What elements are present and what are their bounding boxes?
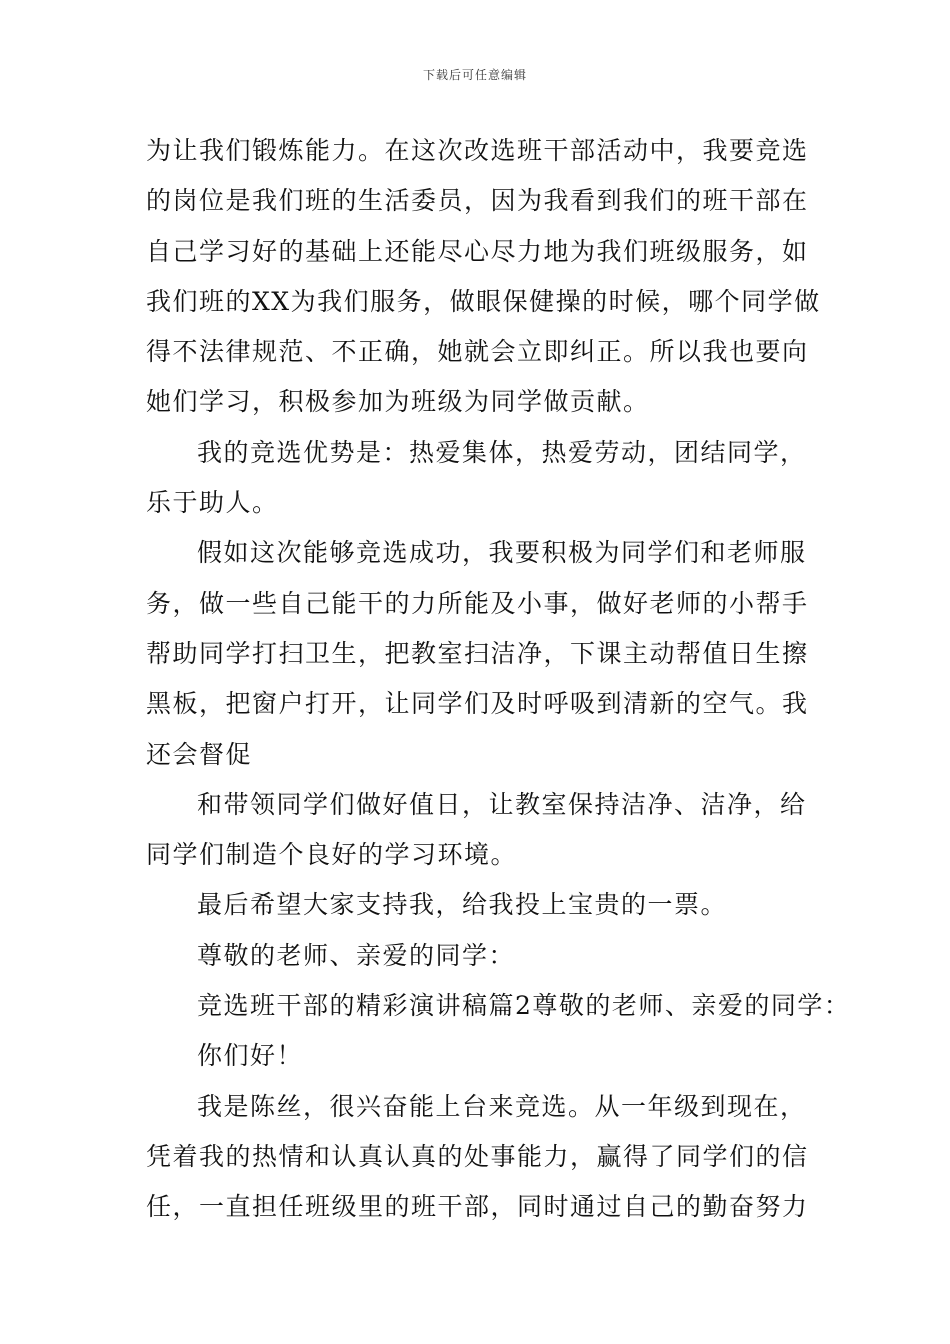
text-line: 的岗位是我们班的生活委员，因为我看到我们的班干部在 [146,186,809,216]
text-line: 尊敬的老师、亲爱的同学： [197,940,516,970]
text-line: 竞选班干部的精彩演讲稿篇2尊敬的老师、亲爱的同学： [197,991,851,1021]
text-line: 还会督促 [146,739,253,769]
text-line: 和带领同学们做好值日，让教室保持洁净、洁净，给 [197,789,807,819]
text-line: 得不法律规范、不正确，她就会立即纠正。所以我也要向 [146,337,809,367]
text-line: 我是陈丝，很兴奋能上台来竞选。从一年级到现在， [197,1091,807,1121]
text-line: 自己学习好的基础上还能尽心尽力地为我们班级服务，如 [146,236,809,266]
text-line: 黑板，把窗户打开，让同学们及时呼吸到清新的空气。我 [146,689,809,719]
text-line: 最后希望大家支持我，给我投上宝贵的一票。 [197,890,728,920]
text-line: 乐于助人。 [146,488,279,518]
text-line: 我们班的XX为我们服务，做眼保健操的时候，哪个同学做 [146,286,821,316]
text-line: 我的竞选优势是：热爱集体，热爱劳动，团结同学， [197,437,807,467]
text-line: 她们学习，积极参加为班级为同学做贡献。 [146,387,650,417]
text-line: 帮助同学打扫卫生，把教室扫洁净，下课主动帮值日生擦 [146,638,809,668]
text-line: 凭着我的热情和认真认真的处事能力，赢得了同学们的信 [146,1141,809,1171]
text-line: 任，一直担任班级里的班干部，同时通过自己的勤奋努力 [146,1192,809,1222]
document-body [146,126,851,1233]
text-line: 为让我们锻炼能力。在这次改选班干部活动中，我要竞选 [146,136,809,165]
page-header: 下载后可任意编辑 [422,68,527,82]
text-line: 务，做一些自己能干的力所能及小事，做好老师的小帮手 [146,588,809,618]
text-line: 假如这次能够竞选成功，我要积极为同学们和老师服 [197,538,807,568]
text-line: 你们好！ [197,1041,304,1071]
text-line: 同学们制造个良好的学习环境。 [146,840,518,870]
